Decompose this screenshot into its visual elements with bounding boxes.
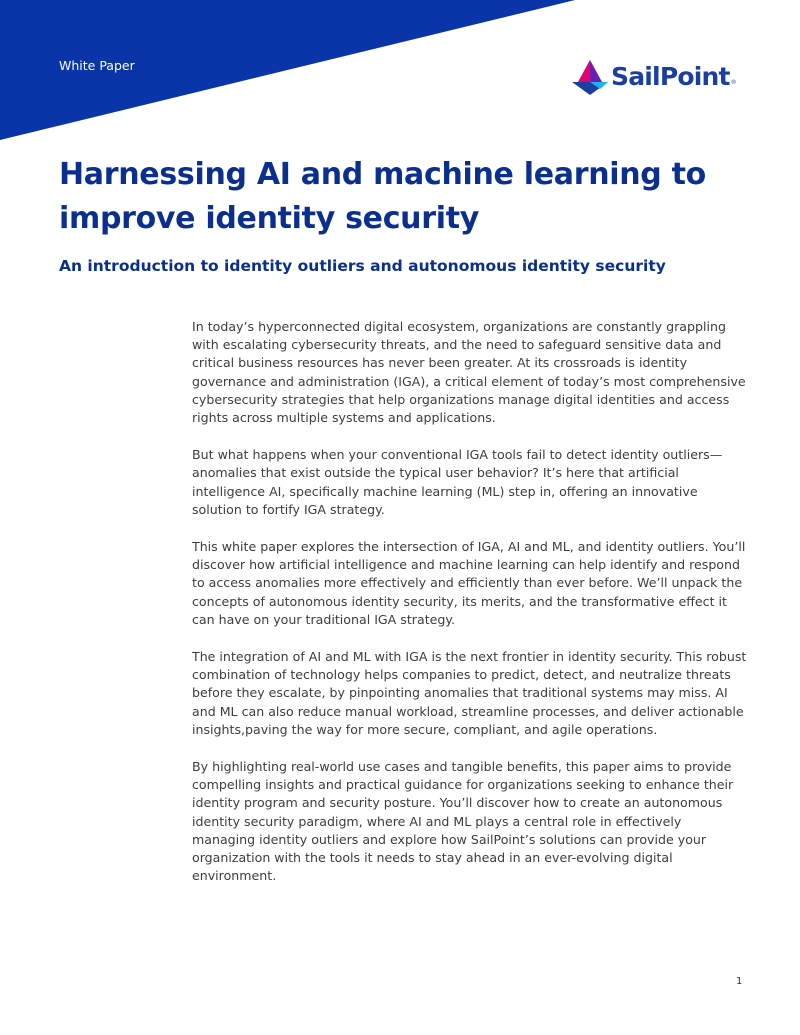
body-paragraph: But what happens when your conventional IGA tools fail to detect identity outliers—anomalies that exist outside the typical user behavior? It’s here that artificial intelligence AI, specifically machine learning (ML) step in, offering an innovative solution to fortify IGA strategy. [192, 447, 723, 517]
body-text [192, 318, 748, 904]
sailpoint-sail-icon [572, 58, 608, 96]
document-subtitle: An introduction to identity outliers and autonomous identity security [59, 257, 666, 275]
body-paragraph: The integration of AI and ML with IGA is the next frontier in identity security. This robust combination of technology helps companies to predict, detect, and neutralize threats before they escalate, by pinpointing anomalies that traditional systems may miss. AI and ML can also reduce manual workload, streamline processes, and deliver actionable insights,paving the way for more secure, compliant, and agile operations. [192, 649, 747, 737]
document-type-label: White Paper [59, 58, 135, 73]
document-title: Harnessing AI and machine learning to improve identity security [59, 157, 706, 236]
body-paragraph: By highlighting real-world use cases and tangible benefits, this paper aims to provide compelling insights and practical guidance for organizations seeking to enhance their identity program and security posture. You’ll discover how to create an autonomous identity security paradigm, where AI and ML plays a central role in effectively managing identity outliers and explore how SailPoint’s solutions can provide your organization with the tools it needs to stay ahead in an ever-evolving digital environment. [192, 759, 734, 884]
body-paragraph: This white paper explores the intersection of IGA, AI and ML, and identity outliers. You’ll discover how artificial intelligence and machine learning can help identify and respond to access anomalies more effectively and efficiently than ever before. We’ll unpack the concepts of autonomous identity security, its merits, and the transformative effect it can have on your traditional IGA strategy. [192, 539, 746, 627]
body-paragraph: In today’s hyperconnected digital ecosystem, organizations are constantly grappling with escalating cybersecurity threats, and the need to safeguard sensitive data and critical business resources has never been greater. At its crossroads is identity governance and administration (IGA), a critical element of today’s most comprehensive cybersecurity strategies that help organizations manage digital identities and access rights across multiple systems and applications. [192, 319, 746, 426]
page-number: 1 [736, 976, 743, 987]
logo-wordmark: SailPoint [611, 62, 730, 91]
sailpoint-logo [572, 58, 737, 96]
registered-mark: ® [730, 79, 737, 86]
